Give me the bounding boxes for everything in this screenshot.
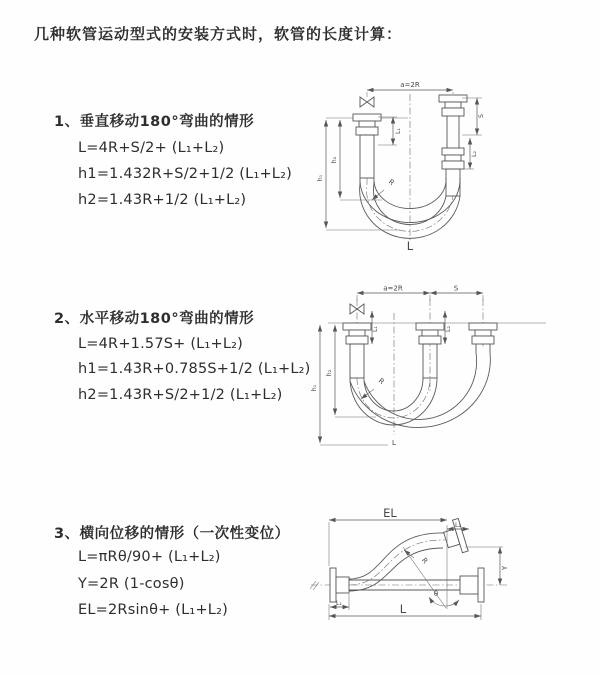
dim-label-s: S bbox=[478, 114, 485, 118]
section2-formula-h1: h1=1.43R+0.785S+1/2 (L₁+L₂) bbox=[78, 361, 311, 377]
dim-label-h1: h₁ bbox=[317, 174, 324, 182]
dim-label-span: a=2R bbox=[383, 284, 403, 293]
valve-icon bbox=[360, 97, 374, 107]
section1-formula-h2: h2=1.43R+1/2 (L₁+L₂) bbox=[78, 192, 247, 208]
dim-label-y: Y bbox=[501, 565, 509, 571]
dim-label-h2: h₂ bbox=[331, 156, 338, 164]
radius-label: R bbox=[376, 376, 386, 387]
radius-label: R bbox=[386, 177, 396, 188]
section2-formula-h2: h2=1.43R+S/2+1/2 (L₁+L₂) bbox=[78, 387, 283, 403]
length-label: L bbox=[392, 439, 396, 447]
section3-formula-Y: Y=2R (1-cosθ) bbox=[78, 576, 185, 592]
right-flange-fitting bbox=[469, 323, 497, 353]
dim-label-span: a=2R bbox=[400, 81, 420, 89]
dim-label-h1: h₁ bbox=[311, 384, 318, 392]
angle-label: θ bbox=[433, 590, 439, 598]
hose-inner-wall-pos2 bbox=[364, 353, 477, 420]
left-flange-fitting bbox=[330, 568, 349, 602]
section1-heading: 1、垂直移动180°弯曲的情形 bbox=[54, 114, 255, 130]
radius-label: R bbox=[419, 556, 430, 566]
section3-formula-L: L=πRθ/90+ (L₁+L₂) bbox=[78, 549, 221, 565]
dim-label-l: L bbox=[399, 602, 407, 616]
braid-section bbox=[360, 135, 374, 178]
section3-formula-EL: EL=2Rsinθ+ (L₁+L₂) bbox=[78, 602, 228, 618]
section1-formula-L: L=4R+S/2+ (L₁+L₂) bbox=[78, 140, 225, 156]
diagram-vertical-180-bend bbox=[312, 78, 557, 256]
hose-curve-upper-wall bbox=[349, 533, 446, 579]
dim-label-l1: L₁ bbox=[372, 326, 379, 332]
dim-label-el: EL bbox=[383, 506, 397, 520]
left-flange-fitting bbox=[353, 114, 381, 178]
dim-label-l2: L₂ bbox=[455, 522, 461, 529]
angle-arc bbox=[429, 597, 459, 606]
radius-line bbox=[403, 547, 446, 608]
dim-label-l1: L₁ bbox=[395, 128, 402, 134]
hose-curve-lower-wall bbox=[349, 548, 443, 591]
braid-section bbox=[350, 344, 364, 378]
left-flange-fitting bbox=[343, 323, 371, 378]
dim-extension-lines bbox=[357, 295, 483, 301]
diagram-lateral-displacement bbox=[297, 498, 517, 643]
dim-label-l1: L₁ bbox=[336, 600, 342, 607]
section1-formula-h1: h1=1.432R+S/2+1/2 (L₁+L₂) bbox=[78, 166, 292, 182]
dim-label-h2: h₂ bbox=[326, 369, 333, 377]
diagram-horizontal-180-bend bbox=[308, 283, 578, 458]
radius-leader-line bbox=[361, 389, 374, 399]
hose-inner-wall bbox=[364, 378, 423, 411]
dim-label-l2: L₂ bbox=[471, 151, 478, 157]
section2-formula-L: L=4R+1.57S+ (L₁+L₂) bbox=[78, 336, 243, 352]
dim-label-s: S bbox=[453, 284, 459, 293]
hose-centerline-arc bbox=[357, 378, 430, 418]
right-flange-fitting bbox=[460, 568, 484, 602]
page-title: 几种软管运动型式的安装方式时，软管的长度计算： bbox=[34, 25, 403, 43]
dim-label-l2: L₂ bbox=[445, 326, 452, 332]
right-flange-fitting bbox=[439, 95, 467, 196]
centerline-break-mark bbox=[310, 581, 319, 590]
section3-heading: 3、横向位移的情形（一次性变位） bbox=[54, 526, 290, 542]
section2-heading: 2、水平移动180°弯曲的情形 bbox=[54, 311, 255, 327]
length-label: L bbox=[406, 239, 414, 253]
